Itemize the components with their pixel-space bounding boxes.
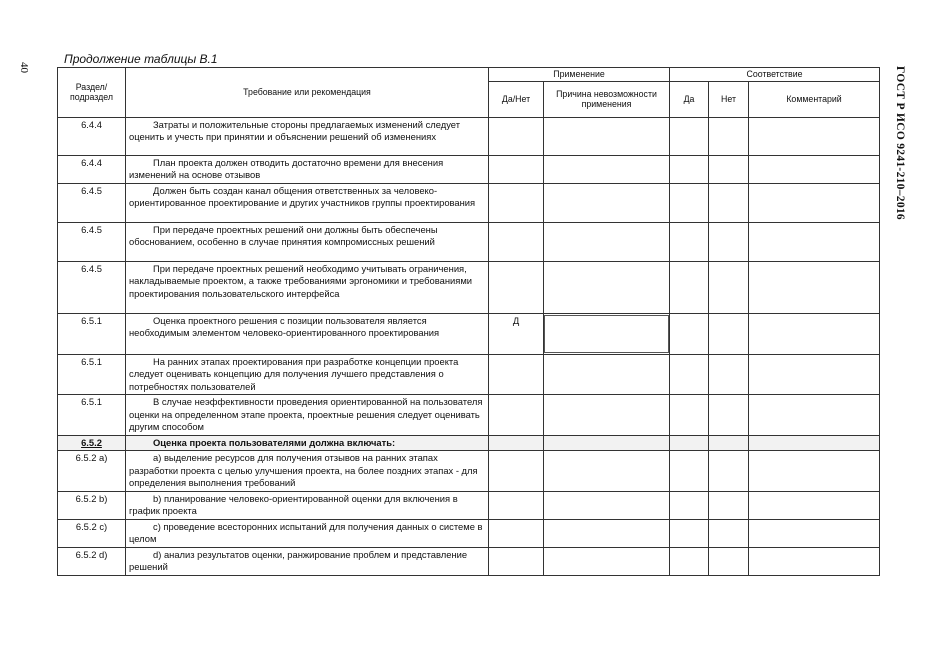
row-section: 6.5.1: [58, 395, 126, 436]
row-section: 6.5.2 b): [58, 491, 126, 519]
table-caption: Продолжение таблицы В.1: [64, 52, 218, 66]
row-yes-no: [489, 183, 544, 222]
row-text: b) планирование человеко-ориентированной оценки для включения в график проекта: [126, 491, 489, 519]
header-application: Применение: [489, 68, 670, 82]
row-text: a) выделение ресурсов для получения отзывов на ранних этапах разработки проекта с целью улучшения проекта, на более поздних этапах - для определения выполнения требований: [126, 451, 489, 492]
row-section: 6.4.5: [58, 222, 126, 261]
row-text: Должен быть создан канал общения ответственных за человеко-ориентированное проектирование и других участников группы проектирования: [126, 183, 489, 222]
row-section: 6.5.2 d): [58, 547, 126, 575]
row-yes-no: [489, 117, 544, 155]
row-text: Оценка проектного решения с позиции пользователя является необходимым элементом человеко-ориентированного проектирования: [126, 313, 489, 354]
row-section: 6.5.2 c): [58, 519, 126, 547]
row-text: При передаче проектных решений необходимо учитывать ограничения, накладываемые проектом, а также требованиями эргономики и требованиями проектирования пользовательского интерфейса: [126, 261, 489, 313]
row-yes-no: [489, 222, 544, 261]
row-yes-no: [489, 491, 544, 519]
table-row: [58, 491, 880, 519]
table-row: [58, 435, 880, 451]
header-requirement: Требование или рекомендация: [126, 68, 489, 118]
row-section: 6.4.5: [58, 183, 126, 222]
row-yes-no: [489, 395, 544, 436]
row-yes-no: [489, 519, 544, 547]
row-section: 6.5.2: [58, 435, 126, 451]
row-section: 6.4.5: [58, 261, 126, 313]
header-compliance: Соответствие: [670, 68, 880, 82]
row-section: 6.4.4: [58, 117, 126, 155]
header-yes-no: Да/Нет: [489, 81, 544, 117]
row-text: Затраты и положительные стороны предлагаемых изменений следует оценить и учесть при принятии и объяснении решений об изменениях: [126, 117, 489, 155]
table-row: [58, 222, 880, 261]
row-section: 6.4.4: [58, 155, 126, 183]
row-section: 6.5.1: [58, 313, 126, 354]
table-row: [58, 183, 880, 222]
header-reason: Причина невозможности применения: [544, 81, 670, 117]
row-yes-no: [489, 547, 544, 575]
row-text: c) проведение всесторонних испытаний для получения данных о системе в целом: [126, 519, 489, 547]
row-yes-no: [489, 435, 544, 451]
table-row: [58, 354, 880, 395]
header-no: Нет: [709, 81, 749, 117]
table-row: [58, 261, 880, 313]
header-yes: Да: [670, 81, 709, 117]
row-text: На ранних этапах проектирования при разработке концепции проекта следует оценивать концепцию для получения лучшего представления о потребностях пользователей: [126, 354, 489, 395]
table-row: [58, 395, 880, 436]
reason-box: [544, 315, 669, 353]
row-text: Оценка проекта пользователями должна включать:: [126, 435, 489, 451]
header-comment: Комментарий: [749, 81, 880, 117]
row-yes-no: [489, 354, 544, 395]
table-row: [58, 547, 880, 575]
row-yes-no: [489, 155, 544, 183]
row-section: 6.5.1: [58, 354, 126, 395]
row-yes-no: Д: [489, 313, 544, 354]
row-yes-no: [489, 451, 544, 492]
row-text: План проекта должен отводить достаточно времени для внесения изменений на основе отзывов: [126, 155, 489, 183]
row-text: При передаче проектных решений они должны быть обеспечены обоснованием, особенно в случае принятия компромиссных решений: [126, 222, 489, 261]
row-section: 6.5.2 a): [58, 451, 126, 492]
standard-title: ГОСТ Р ИСО 9241-210–2016: [894, 66, 906, 220]
row-yes-no: [489, 261, 544, 313]
row-text: В случае неэффективности проведения ориентированной на пользователя оценки на определенном этапе проекта, проектные решения следует оценивать другим способом: [126, 395, 489, 436]
table-row: [58, 117, 880, 155]
row-text: d) анализ результатов оценки, ранжирование проблем и представление решений: [126, 547, 489, 575]
table-row: [58, 313, 880, 354]
header-section: Раздел/ подраздел: [58, 68, 126, 118]
table-row: [58, 155, 880, 183]
page-number: 40: [18, 62, 30, 73]
table-row: [58, 451, 880, 492]
table-row: [58, 519, 880, 547]
requirements-table: [57, 67, 880, 576]
